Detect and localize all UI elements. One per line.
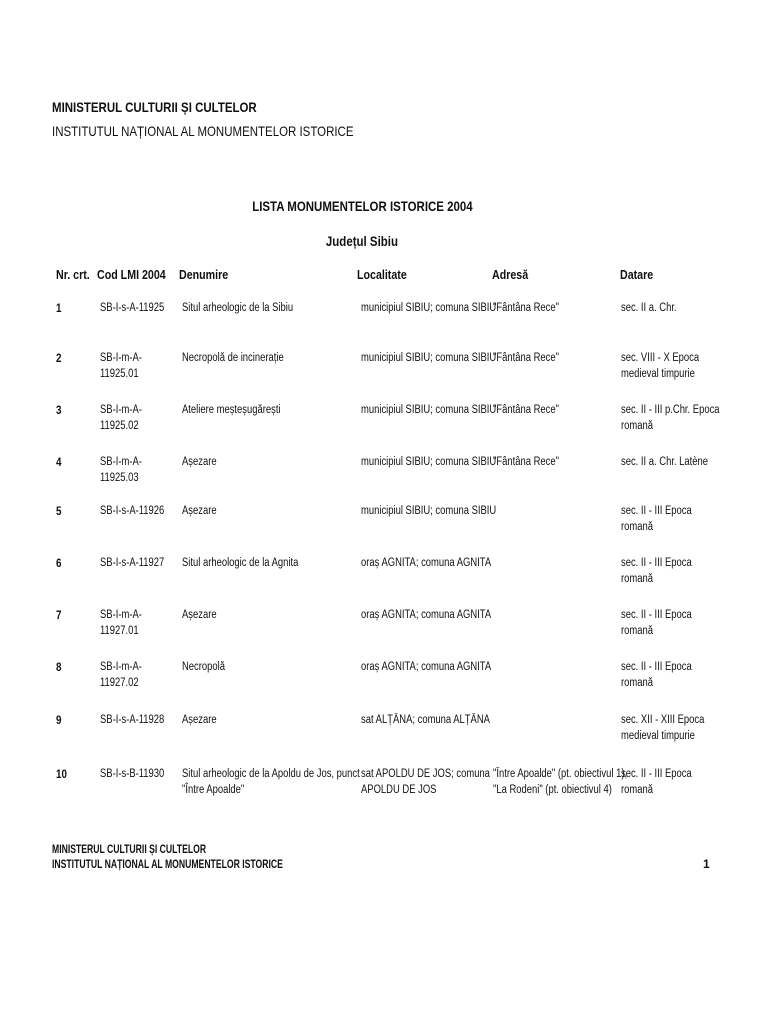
cell-datare: sec. II - III Epoca romană (621, 609, 692, 637)
cell-adresa: "Între Apoalde" (pt. obiectivul 1), "La Rodeni" (pt. obiectivul 4) (493, 768, 628, 796)
cell-denumire: Situl arheologic de la Agnita (182, 557, 299, 569)
county-title-text: Județul Sibiu (325, 233, 399, 249)
cell-adresa: "Fântâna Rece" (493, 302, 559, 314)
cell-localitate: oraș AGNITA; comuna AGNITA (361, 661, 492, 673)
cell-cod: SB-I-m-A-11925.02 (100, 404, 142, 432)
cell-datare: sec. II - III p.Chr. Epoca romană (621, 404, 720, 432)
cell-nr: 2 (56, 351, 62, 365)
cell-datare: sec. II - III Epoca romană (621, 505, 692, 533)
cell-denumire: Situl arheologic de la Apoldu de Jos, punct "Între Apoalde" (182, 768, 360, 796)
cell-localitate: municipiul SIBIU; comuna SIBIU (361, 352, 497, 364)
ministry-heading (52, 99, 302, 115)
cell-datare: sec. XII - XIII Epoca medieval timpurie (621, 714, 705, 742)
document-title (0, 198, 746, 214)
cell-localitate: municipiul SIBIU; comuna SIBIU (361, 505, 497, 517)
cell-denumire: Așezare (182, 714, 217, 726)
cell-cod: SB-I-s-A-11928 (100, 714, 165, 726)
cell-localitate: municipiul SIBIU; comuna SIBIU (361, 404, 497, 416)
cell-nr: 3 (56, 403, 62, 417)
cell-datare: sec. II a. Chr. (621, 302, 677, 314)
cell-denumire: Așezare (182, 609, 217, 621)
institute-heading (52, 123, 420, 139)
cell-nr: 8 (56, 660, 62, 674)
cell-datare: sec. II a. Chr. Latène (621, 456, 709, 468)
document-title-text: LISTA MONUMENTELOR ISTORICE 2004 (251, 198, 473, 214)
column-header-denumire: Denumire (179, 267, 229, 282)
cell-localitate: municipiul SIBIU; comuna SIBIU (361, 456, 497, 468)
page-number: 1 (703, 857, 710, 871)
column-header-cod: Cod LMI 2004 (97, 267, 166, 282)
cell-cod: SB-I-m-A-11925.01 (100, 352, 142, 380)
column-header-localitate: Localitate (357, 267, 407, 282)
cell-localitate: municipiul SIBIU; comuna SIBIU (361, 302, 497, 314)
cell-cod: SB-I-m-A-11927.01 (100, 609, 142, 637)
cell-denumire: Situl arheologic de la Sibiu (182, 302, 294, 314)
cell-denumire: Necropolă de incinerație (182, 352, 284, 364)
cell-cod: SB-I-s-A-11927 (100, 557, 165, 569)
cell-adresa: "Fântâna Rece" (493, 456, 559, 468)
cell-denumire: Așezare (182, 456, 217, 468)
cell-datare: sec. II - III Epoca romană (621, 768, 692, 796)
cell-datare: sec. VIII - X Epoca medieval timpurie (621, 352, 700, 380)
cell-adresa: "Fântâna Rece" (493, 352, 559, 364)
cell-datare: sec. II - III Epoca romană (621, 661, 692, 689)
cell-nr: 1 (56, 301, 62, 315)
cell-cod: SB-I-m-A-11927.02 (100, 661, 142, 689)
cell-nr: 10 (56, 767, 67, 781)
cell-cod: SB-I-m-A-11925.03 (100, 456, 142, 484)
cell-denumire: Așezare (182, 505, 217, 517)
cell-localitate: sat APOLDU DE JOS; comuna APOLDU DE JOS (361, 768, 490, 796)
cell-localitate: oraș AGNITA; comuna AGNITA (361, 557, 492, 569)
cell-nr: 9 (56, 713, 62, 727)
county-title (0, 233, 746, 249)
column-header-nr: Nr. crt. (56, 267, 90, 282)
cell-nr: 7 (56, 608, 62, 622)
cell-cod: SB-I-s-A-11926 (100, 505, 165, 517)
cell-nr: 4 (56, 455, 62, 469)
cell-denumire: Necropolă (182, 661, 225, 673)
cell-denumire: Ateliere meșteșugărești (182, 404, 281, 416)
cell-cod: SB-I-s-B-11930 (100, 768, 165, 780)
cell-adresa: "Fântâna Rece" (493, 404, 559, 416)
column-header-adresa: Adresă (492, 267, 529, 282)
column-header-datare: Datare (620, 267, 654, 282)
footer-institute: INSTITUTUL NAȚIONAL AL MONUMENTELOR ISTORICE (52, 857, 283, 871)
cell-localitate: oraș AGNITA; comuna AGNITA (361, 609, 492, 621)
ministry-heading-text: MINISTERUL CULTURII ȘI CULTELOR (52, 99, 257, 115)
cell-cod: SB-I-s-A-11925 (100, 302, 165, 314)
institute-heading-text: INSTITUTUL NAȚIONAL AL MONUMENTELOR ISTORICE (52, 123, 354, 139)
cell-localitate: sat ALȚÂNA; comuna ALȚÂNA (361, 714, 490, 726)
cell-datare: sec. II - III Epoca romană (621, 557, 692, 585)
cell-nr: 6 (56, 556, 62, 570)
cell-nr: 5 (56, 504, 62, 518)
footer-ministry: MINISTERUL CULTURII ȘI CULTELOR (52, 842, 207, 856)
